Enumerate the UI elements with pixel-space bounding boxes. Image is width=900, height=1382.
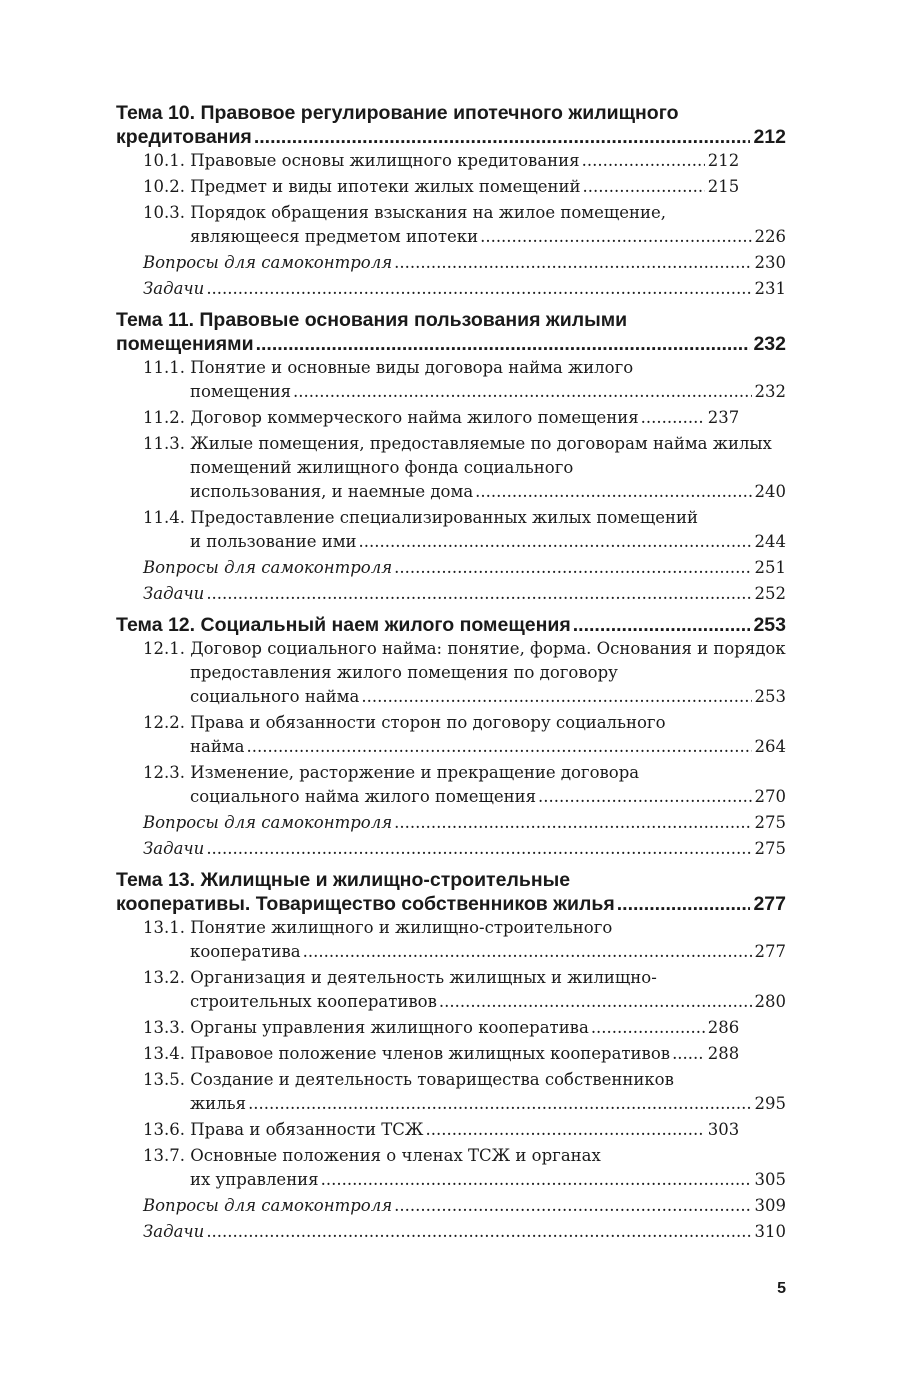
item-number: 11.2. [143,408,185,427]
item-text: социального найма [190,687,360,706]
tasks-page: 252 [754,584,786,603]
dot-leader [573,613,751,637]
item-page: 288 [707,1044,740,1063]
topic-heading-line: Тема 11. Правовые основания пользования жилыми [116,309,628,331]
questions-leader [143,811,786,835]
item-leader [190,380,786,404]
item-page: 237 [707,408,740,427]
questions-text: Вопросы для самоконтроля [143,558,393,577]
dot-leader [583,175,705,199]
item-page: 232 [754,382,786,401]
questions-page: 275 [754,813,786,832]
item-number: 12.1. [143,639,185,658]
item-number: 11.3. [143,434,185,453]
questions-text: Вопросы для самоконтроля [143,253,393,272]
dot-leader [394,811,751,835]
toc-topic [116,101,786,301]
item-leader [190,175,739,199]
topic-heading[interactable] [116,308,786,356]
item-page: 277 [754,942,786,961]
item-number: 10.1. [143,151,185,170]
item-leader [190,225,786,249]
topic-heading-page: 232 [753,333,786,355]
questions-text: Вопросы для самоконтроля [143,813,393,832]
item-leader [190,785,786,809]
tasks-page: 310 [754,1222,786,1241]
dot-leader [248,1092,751,1116]
tasks-page: 275 [754,839,786,858]
toc-item[interactable] [116,432,786,504]
topic-heading-text: Тема 12. Социальный наем жилого помещения [116,614,571,636]
dot-leader [361,685,751,709]
tasks-leader [143,277,786,301]
toc-questions[interactable] [116,556,786,580]
toc-item[interactable] [116,1118,786,1142]
item-title-lead: Понятие жилищного и жилищно-строительного [190,918,613,937]
questions-text: Вопросы для самоконтроля [143,1196,393,1215]
questions-page: 230 [754,253,786,272]
item-number: 13.4. [143,1044,185,1063]
item-text: Договор коммерческого найма жилого помещения [190,408,639,427]
topic-heading-text: помещениями [116,333,254,355]
tasks-leader [143,837,786,861]
item-number: 10.2. [143,177,185,196]
topic-heading-leader [116,125,786,149]
questions-page: 251 [754,558,786,577]
topic-heading[interactable] [116,868,786,916]
topic-heading-page: 212 [753,126,786,148]
toc-item[interactable] [116,761,786,809]
topic-heading-page: 253 [753,614,786,636]
item-text: Предмет и виды ипотеки жилых помещений [190,177,581,196]
item-title-lead: Понятие и основные виды договора найма жилого [190,358,634,377]
toc-item[interactable] [116,356,786,404]
tasks-leader [143,582,786,606]
dot-leader [480,225,751,249]
dot-leader [394,556,751,580]
dot-leader [321,1168,752,1192]
item-page: 270 [754,787,786,806]
item-number: 13.6. [143,1120,185,1139]
topic-heading-text: кооперативы. Товарищество собственников жилья [116,893,615,915]
toc-item[interactable] [116,916,786,964]
dot-leader [206,582,751,606]
item-page: 303 [707,1120,740,1139]
item-number: 12.3. [143,763,185,782]
topic-heading-page: 277 [753,893,786,915]
dot-leader [256,332,751,356]
item-leader [190,149,739,173]
tasks-text: Задачи [143,839,205,858]
item-text: и пользование ими [190,532,357,551]
toc-questions[interactable] [116,251,786,275]
dot-leader [394,1194,751,1218]
dot-leader [475,480,751,504]
toc-item[interactable] [116,506,786,554]
toc-item[interactable] [116,406,786,430]
dot-leader [439,990,752,1014]
tasks-text: Задачи [143,584,205,603]
item-number: 13.1. [143,918,185,937]
tasks-page: 231 [754,279,786,298]
topic-heading-line: Тема 10. Правовое регулирование ипотечного жилищного [116,102,679,124]
tasks-text: Задачи [143,1222,205,1241]
toc-item[interactable] [116,966,786,1014]
toc-item[interactable] [116,1042,786,1066]
toc-topic [116,613,786,861]
item-leader [190,1042,739,1066]
questions-leader [143,251,786,275]
dot-leader [641,406,705,430]
item-page: 240 [754,482,786,501]
topic-heading-line: Тема 13. Жилищные и жилищно-строительные [116,869,571,891]
toc-tasks[interactable] [116,837,786,861]
item-page: 305 [754,1170,786,1189]
toc-item[interactable] [116,1016,786,1040]
item-text: социального найма жилого помещения [190,787,537,806]
toc-questions[interactable] [116,811,786,835]
toc-topic [116,308,786,606]
item-leader [190,1016,739,1040]
item-title-lead: Права и обязанности сторон по договору социального [190,713,666,732]
item-leader [190,406,739,430]
item-text: использования, и наемные дома [190,482,474,501]
item-page: 253 [754,687,786,706]
item-number: 11.4. [143,508,185,527]
item-text: Правовые основы жилищного кредитования [190,151,580,170]
item-leader [190,1118,739,1142]
item-title-lead: Организация и деятельность жилищных и жилищно- [190,968,657,987]
item-text: жилья [190,1094,247,1113]
dot-leader [617,892,751,916]
item-title-lead: Основные положения о членах ТСЖ и органах [190,1146,601,1165]
tasks-leader [143,1220,786,1244]
item-page: 212 [707,151,740,170]
item-leader [190,685,786,709]
toc-questions[interactable] [116,1194,786,1218]
dot-leader [538,785,751,809]
item-title-lead: Договор социального найма: понятие, форма. Основания и порядок предоставления жилого помещения по договору [190,639,786,682]
item-page: 226 [754,227,786,246]
toc-tasks[interactable] [116,277,786,301]
item-number: 10.3. [143,203,185,222]
item-text: их управления [190,1170,319,1189]
item-number: 13.5. [143,1070,185,1089]
tasks-text: Задачи [143,279,205,298]
item-number: 13.2. [143,968,185,987]
dot-leader [582,149,705,173]
item-number: 13.3. [143,1018,185,1037]
item-page: 264 [754,737,786,756]
topic-heading-leader [116,892,786,916]
item-title-lead: Порядок обращения взыскания на жилое помещение, [190,203,666,222]
item-title-lead: Создание и деятельность товарищества собственников [190,1070,674,1089]
item-title-lead: Предоставление специализированных жилых помещений [190,508,698,527]
toc-topic [116,868,786,1244]
toc-item[interactable] [116,637,786,709]
topic-heading-leader [116,332,786,356]
dot-leader [293,380,751,404]
item-page: 295 [754,1094,786,1113]
item-leader [190,940,786,964]
topic-heading-text: кредитования [116,126,252,148]
item-leader [190,480,786,504]
item-number: 13.7. [143,1146,185,1165]
page-number: 5 [777,1280,786,1297]
item-text: Органы управления жилищного кооператива [190,1018,589,1037]
dot-leader [206,837,751,861]
item-text: являющееся предметом ипотеки [190,227,479,246]
item-title-lead: Жилые помещения, предоставляемые по договорам найма жилых помещений жилищного фонда социального [190,434,772,477]
topic-heading[interactable] [116,101,786,149]
dot-leader [254,125,751,149]
toc-item[interactable] [116,175,786,199]
dot-leader [206,277,751,301]
item-page: 215 [707,177,740,196]
item-leader [190,990,786,1014]
item-leader [190,530,786,554]
toc-item[interactable] [116,711,786,759]
item-leader [190,1092,786,1116]
item-text: помещения [190,382,292,401]
dot-leader [394,251,751,275]
topic-heading[interactable] [116,613,786,637]
item-page: 244 [754,532,786,551]
item-title-lead: Изменение, расторжение и прекращение договора [190,763,640,782]
item-leader [190,735,786,759]
dot-leader [206,1220,751,1244]
toc-tasks[interactable] [116,582,786,606]
item-page: 286 [707,1018,740,1037]
topic-heading-leader [116,613,786,637]
item-text: строительных кооперативов [190,992,437,1011]
questions-page: 309 [754,1196,786,1215]
toc-item[interactable] [116,1144,786,1192]
dot-leader [303,940,752,964]
item-number: 11.1. [143,358,185,377]
toc-item[interactable] [116,201,786,249]
toc-tasks[interactable] [116,1220,786,1244]
dot-leader [591,1016,705,1040]
dot-leader [247,735,752,759]
dot-leader [425,1118,704,1142]
item-page: 280 [754,992,786,1011]
toc-item[interactable] [116,1068,786,1116]
questions-leader [143,1194,786,1218]
item-leader [190,1168,786,1192]
table-of-contents [116,101,786,1251]
dot-leader [359,530,752,554]
item-text: кооператива [190,942,301,961]
questions-leader [143,556,786,580]
item-number: 12.2. [143,713,185,732]
dot-leader [672,1042,705,1066]
toc-item[interactable] [116,149,786,173]
item-text: найма [190,737,245,756]
item-text: Правовое положение членов жилищных кооперативов [190,1044,671,1063]
item-text: Права и обязанности ТСЖ [190,1120,424,1139]
